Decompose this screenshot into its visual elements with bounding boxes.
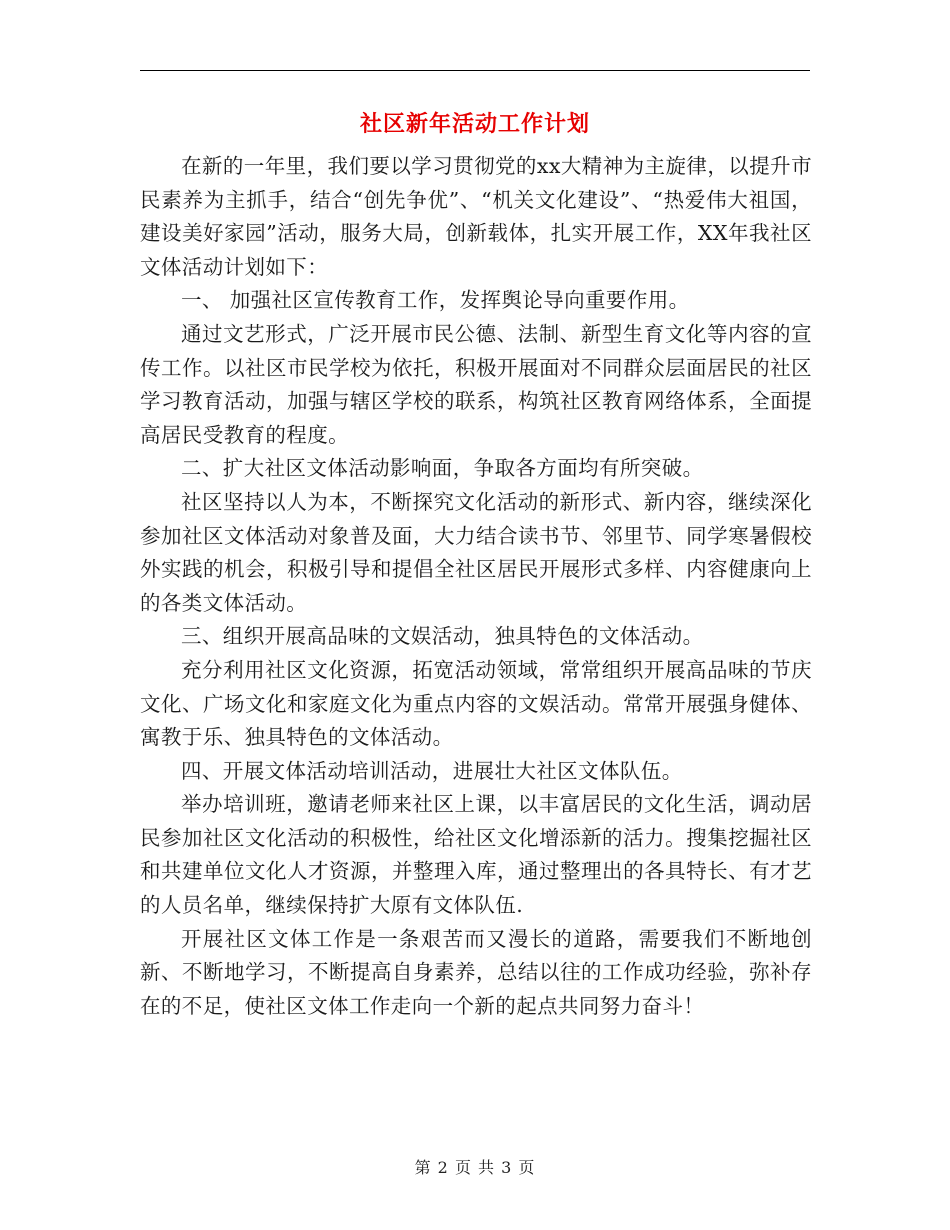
- document-title: 社区新年活动工作计划: [359, 112, 590, 137]
- document-body: [140, 150, 812, 1023]
- paragraph-intro: 在新的一年里，我们要以学习贯彻党的xx大精神为主旋律，以提升市民素养为主抓手，结合“创先争优”、“机关文化建设”、“热爱伟大祖国，建设美好家园”活动，服务大局，创新载体，扎实开展工作，XX年我社区文体活动计划如下：: [140, 154, 812, 279]
- paragraph-conclusion: 开展社区文体工作是一条艰苦而又漫长的道路，需要我们不断地创新、不断地学习，不断提高自身素养，总结以往的工作成功经验，弥补存在的不足，使社区文体工作走向一个新的起点共同努力奋斗！: [140, 926, 812, 1018]
- section-heading-1: 一、 加强社区宣传教育工作，发挥舆论导向重要作用。: [181, 288, 690, 313]
- paragraph-section-3: 充分利用社区文化资源，拓宽活动领域，常常组织开展高品味的节庆文化、广场文化和家庭文化为重点内容的文娱活动。常常开展强身健体、寓教于乐、独具特色的文体活动。: [140, 657, 812, 750]
- paragraph-section-2: 社区坚持以人为本，不断探究文化活动的新形式、新内容，继续深化参加社区文体活动对象普及面，大力结合读书节、邻里节、同学寒暑假校外实践的机会，积极引导和提倡全社区居民开展形式多样、内容健康向上的各类文体活动。: [140, 489, 812, 615]
- page-number-footer: 第 2 页 共 3 页: [414, 1158, 536, 1177]
- paragraph-section-4: 举办培训班，邀请老师来社区上课，以丰富居民的文化生活，调动居民参加社区文化活动的积极性，给社区文化增添新的活力。搜集挖掘社区和共建单位文化人才资源，并整理入库，通过整理出的各具特长、有才艺的人员名单，继续保持扩大原有文体队伍.: [140, 792, 812, 918]
- header-rule: [140, 70, 810, 71]
- paragraph-section-1: 通过文艺形式，广泛开展市民公德、法制、新型生育文化等内容的宣传工作。以社区市民学校为依托，积极开展面对不同群众层面居民的社区学习教育活动，加强与辖区学校的联系，构筑社区教育网络体系，全面提高居民受教育的程度。: [140, 321, 812, 447]
- section-heading-2: 二、扩大社区文体活动影响面，争取各方面均有所突破。: [181, 456, 704, 481]
- section-heading-3: 三、组织开展高品味的文娱活动，独具特色的文体活动。: [181, 624, 704, 649]
- section-heading-4: 四、开展文体活动培训活动，进展壮大社区文体队伍。: [181, 758, 683, 783]
